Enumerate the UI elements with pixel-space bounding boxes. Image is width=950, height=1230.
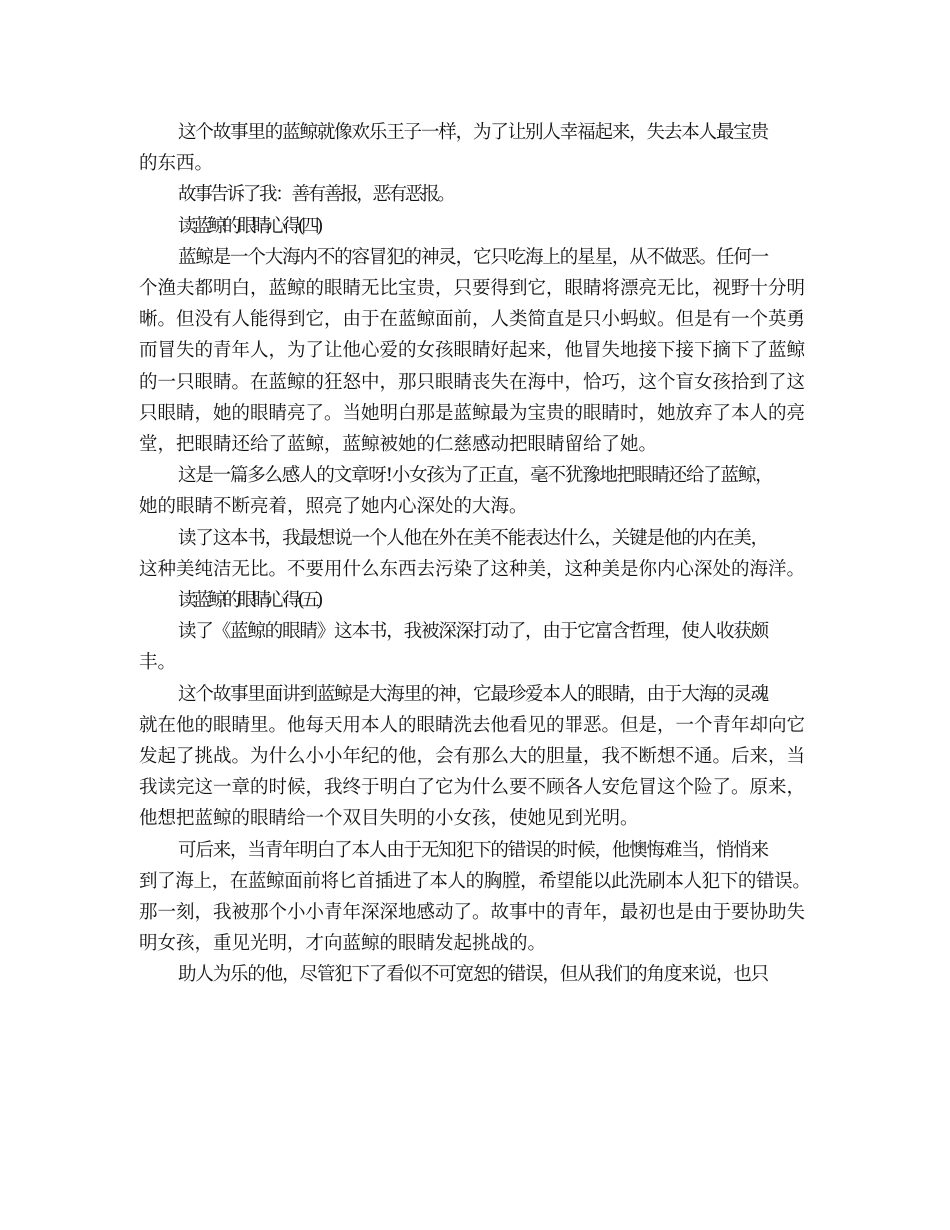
text-line: 读蓝鲸的眼睛心得(五) bbox=[178, 590, 320, 612]
text-line: 就在他的眼睛里。他每天用本人的眼睛洗去他看见的罪恶。但是，一个青年却向它 bbox=[139, 714, 806, 736]
text-line: 这个故事里面讲到蓝鲸是大海里的神，它最珍爱本人的眼睛，由于大海的灵魂 bbox=[178, 683, 769, 705]
text-line: 这种美纯洁无比。不要用什么东西去污染了这种美，这种美是你内心深处的海洋。 bbox=[139, 558, 806, 580]
text-line: 发起了挑战。为什么小小年纪的他，会有那么大的胆量，我不断想不通。后来，当 bbox=[139, 746, 806, 768]
text-line: 而冒失的青年人，为了让他心爱的女孩眼睛好起来，他冒失地接下接下摘下了蓝鲸 bbox=[139, 340, 806, 362]
paragraph bbox=[139, 679, 811, 835]
text-line: 这个故事里的蓝鲸就像欢乐王子一样，为了让别人幸福起来，失去本人最宝贵 bbox=[178, 122, 769, 143]
text-line: 读了《蓝鲸的眼睛》这本书，我被深深打动了，由于它富含哲理，使人收获颇 bbox=[178, 621, 769, 643]
text-line: 堂，把眼睛还给了蓝鲸，蓝鲸被她的仁慈感动把眼睛留给了她。 bbox=[139, 434, 658, 456]
text-line: 晰。但没有人能得到它，由于在蓝鲸面前，人类简直是只小蚂蚁。但是有一个英勇 bbox=[139, 309, 806, 331]
text-line: 我读完这一章的时候，我终于明白了它为什么要不顾各人安危冒这个险了。原来， bbox=[139, 777, 806, 799]
text-line: 到了海上，在蓝鲸面前将匕首插进了本人的胸膛，希望能以此洗刷本人犯下的错误。 bbox=[139, 870, 811, 892]
text-line: 助人为乐的他，尽管犯下了看似不可宽恕的错误，但从我们的角度来说，也只 bbox=[178, 964, 769, 986]
text-line: 她的眼睛不断亮着，照亮了她内心深处的大海。 bbox=[139, 496, 528, 518]
paragraph bbox=[139, 242, 811, 460]
text-line: 个渔夫都明白，蓝鲸的眼睛无比宝贵，只要得到它，眼睛将漂亮无比，视野十分明 bbox=[139, 278, 806, 300]
text-line: 他想把蓝鲸的眼睛给一个双目失明的小女孩，使她见到光明。 bbox=[139, 808, 639, 830]
text-line: 读了这本书，我最想说一个人他在外在美不能表达什么，关键是他的内在美， bbox=[178, 527, 769, 549]
paragraph bbox=[139, 179, 811, 210]
text-line: 丰。 bbox=[139, 652, 177, 674]
paragraph bbox=[139, 835, 811, 960]
paragraph bbox=[139, 523, 811, 585]
text-line: 这是一篇多么感人的文章呀!小女孩为了正直，毫不犹豫地把眼睛还给了蓝鲸， bbox=[178, 465, 773, 487]
paragraph bbox=[139, 211, 811, 242]
paragraph bbox=[139, 616, 811, 678]
text-line: 故事告诉了我：善有善报，恶有恶报。 bbox=[178, 184, 454, 206]
text-line: 只眼睛，她的眼睛亮了。当她明白那是蓝鲸最为宝贵的眼睛时，她放弃了本人的亮 bbox=[139, 402, 806, 424]
paragraph bbox=[139, 117, 811, 179]
document-body bbox=[139, 117, 811, 991]
text-line: 的一只眼睛。在蓝鲸的狂怒中，那只眼睛丧失在海中，恰巧，这个盲女孩拾到了这 bbox=[139, 371, 806, 393]
text-line: 蓝鲸是一个大海内不的容冒犯的神灵，它只吃海上的星星，从不做恶。任何一 bbox=[178, 246, 769, 268]
text-line: 明女孩，重见光明，才向蓝鲸的眼睛发起挑战的。 bbox=[139, 933, 547, 955]
text-line: 的东西。 bbox=[139, 153, 214, 175]
paragraph bbox=[139, 585, 811, 616]
paragraph bbox=[139, 460, 811, 522]
paragraph bbox=[139, 959, 811, 990]
text-line: 那一刻，我被那个小小青年深深地感动了。故事中的青年，最初也是由于要协助失 bbox=[139, 902, 806, 924]
text-line: 读蓝鲸的眼睛心得(四) bbox=[178, 215, 320, 237]
text-line: 可后来，当青年明白了本人由于无知犯下的错误的时候，他懊悔难当，悄悄来 bbox=[178, 839, 769, 861]
